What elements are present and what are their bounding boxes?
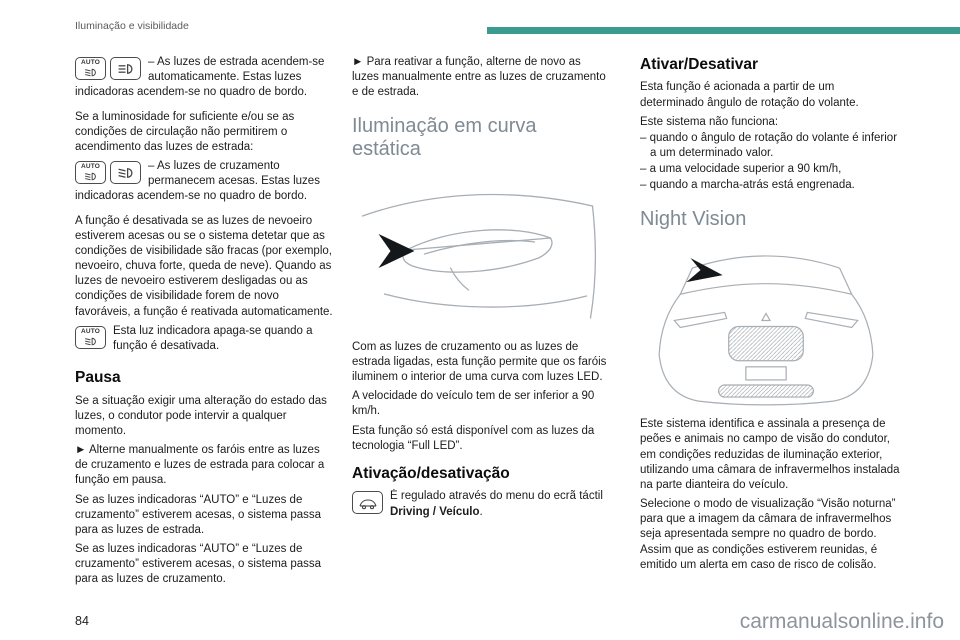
auto-dipped-beam-block	[75, 159, 333, 209]
paragraph: A função é desativada se as luzes de nevoeiro estiverem acesas ou se o sistema detetar que as condições de visibilidade são fracas (por exemplo, nevoeiro, chuva forte, queda de neve). Quando as luzes de nevoeiro estiverem desligadas ou as condições de visibilidade forem de novo favoráveis, a função é reativada automaticamente.	[75, 214, 333, 318]
note-text-end: .	[479, 505, 483, 518]
column-middle	[352, 55, 609, 529]
paragraph: Se as luzes indicadoras “AUTO” e “Luzes de cruzamento” estiverem acesas, o sistema passa para as luzes de cruzamento.	[75, 543, 322, 586]
low-beam-glyph-icon	[83, 337, 98, 346]
paragraph: Esta função é acionada a partir de um determinado ângulo de rotação do volante.	[640, 81, 859, 109]
note-text: É regulado através do menu do ecrã táctil	[390, 490, 603, 503]
paragraph	[352, 489, 609, 519]
low-beam-glyph-icon	[83, 172, 98, 181]
icon-group	[75, 57, 141, 80]
auto-main-beam-block	[75, 55, 333, 105]
auto-label: AUTO	[80, 59, 101, 67]
section-header: Iluminação e visibilidade	[75, 20, 189, 32]
indicator-off-note	[75, 324, 333, 358]
night-vision-illustration	[640, 241, 900, 409]
paragraph: Selecione o modo de visualização “Visão noturna” para que a imagem da câmara de infravermelhos seja apresentada sempre no quadro de bordo. Assim que as condições estiverem reunidas, é emitido um alerta em caso de risco de colisão.	[640, 498, 896, 571]
heading-ativacao-desativacao: Ativação/desativação	[352, 464, 510, 482]
paragraph: ► Para reativar a função, alterne de novo as luzes manualmente entre as luzes de cruzamento e de estrada.	[352, 56, 606, 99]
low-beam-icon	[110, 161, 141, 184]
paragraph: – As luzes de cruzamento permanecem acesas. Estas luzes indicadoras acendem-se no quadro de bordo.	[75, 160, 320, 203]
watermark: carmanualsonline.info	[739, 610, 944, 633]
paragraph: Este sistema não funciona:	[640, 115, 779, 128]
paragraph: A velocidade do veículo tem de ser inferior a 90 km/h.	[352, 390, 595, 418]
low-beam-glyph-icon	[117, 167, 134, 179]
high-beam-glyph-icon	[117, 63, 134, 75]
list-item: – quando a marcha-atrás está engrenada.	[640, 179, 855, 192]
headlight-illustration	[352, 172, 609, 332]
heading-night-vision: Night Vision	[640, 207, 747, 230]
icon-group	[75, 161, 141, 184]
paragraph: ► Alterne manualmente os faróis entre as luzes de cruzamento e luzes de estrada para colocar a função em pausa.	[75, 444, 325, 487]
menu-path: Driving / Veículo	[390, 505, 480, 518]
page-number: 84	[75, 614, 89, 628]
car-glyph-icon	[358, 496, 378, 510]
icon-group	[352, 491, 383, 514]
auto-headlight-icon	[75, 326, 106, 349]
list-item: – a uma velocidade superior a 90 km/h,	[640, 163, 842, 176]
column-right	[640, 55, 900, 577]
low-beam-glyph-icon	[83, 68, 98, 77]
column-left	[75, 55, 333, 592]
paragraph: Com as luzes de cruzamento ou as luzes de estrada ligadas, esta função permite que os faróis iluminem o interior de uma curva com luzes LED.	[352, 340, 607, 384]
auto-headlight-icon	[75, 161, 106, 184]
paragraph: Se a luminosidade for suficiente e/ou se as condições de circulação não permitirem o acendimento das luzes de estrada:	[75, 110, 295, 153]
paragraph: Se as luzes indicadoras “AUTO” e “Luzes de cruzamento” estiverem acesas, o sistema passa para as luzes de estrada.	[75, 493, 322, 536]
paragraph: Este sistema identifica e assinala a presença de peões e animais no campo de visão do condutor, em condições reduzidas de iluminação exterior, utilizando uma câmara de infravermelhos instalada na parte dianteira do veículo.	[640, 418, 900, 491]
heading-pausa: Pausa	[75, 369, 121, 387]
paragraph: Esta luz indicadora apaga-se quando a função é desativada.	[113, 324, 313, 352]
auto-label: AUTO	[80, 163, 101, 171]
high-beam-icon	[110, 57, 141, 80]
auto-label: AUTO	[80, 328, 101, 335]
icon-group	[75, 326, 106, 349]
auto-headlight-icon	[75, 57, 106, 80]
car-front-illustration-svg	[640, 241, 892, 409]
heading-curva-estatica: Iluminação em curva estática	[352, 114, 537, 161]
list-item: – quando o ângulo de rotação do volante é inferior a um determinado valor.	[640, 131, 898, 160]
heading-ativar-desativar: Ativar/Desativar	[640, 56, 759, 73]
touchscreen-menu-note	[352, 489, 609, 523]
paragraph: Se a situação exigir uma alteração do estado das luzes, o condutor pode intervir a qualquer momento.	[75, 394, 327, 437]
headlight-illustration-svg	[352, 172, 602, 332]
touchscreen-menu-icon	[352, 491, 383, 514]
header-accent-bar	[487, 27, 960, 34]
paragraph: Esta função só está disponível com as luzes da tecnologia “Full LED”.	[352, 424, 595, 452]
paragraph: – As luzes de estrada acendem-se automaticamente. Estas luzes indicadoras acendem-se no quadro de bordo.	[75, 56, 325, 99]
